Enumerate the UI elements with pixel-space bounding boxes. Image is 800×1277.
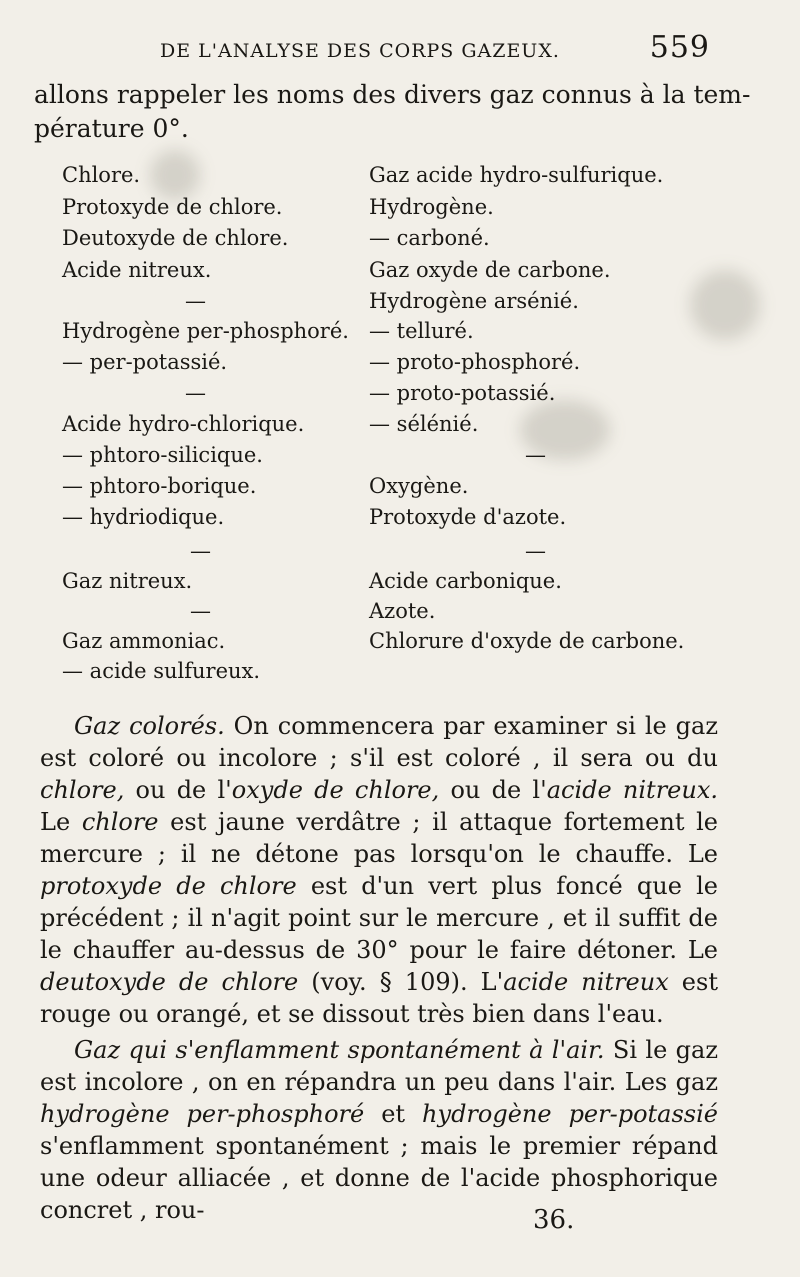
list-separator: — xyxy=(190,539,211,563)
term: acide nitreux. xyxy=(546,776,719,804)
running-head xyxy=(160,30,720,70)
list-separator: — xyxy=(185,289,206,313)
page-number: 559 xyxy=(649,30,710,65)
list-item: — proto-potassié. xyxy=(369,381,556,405)
text-run: et xyxy=(364,1100,423,1128)
term: hydrogène per-phosphoré xyxy=(40,1100,365,1128)
list-item: Gaz ammoniac. xyxy=(62,629,226,653)
term: chlore xyxy=(81,808,159,836)
text-run: est rouge ou orangé, et se dissout très bien dans l'eau. xyxy=(40,968,718,1028)
text-run: Si le gaz est incolore , on en répandra un peu dans l'air. Les gaz xyxy=(40,1036,718,1096)
list-item: — proto-phosphoré. xyxy=(369,350,581,374)
ink-stain xyxy=(690,270,760,340)
list-item: Gaz acide hydro-sulfurique. xyxy=(369,163,664,187)
paragraph-spontaneous-gases xyxy=(40,1034,718,1226)
term: protoxyde de chlore xyxy=(40,872,297,900)
text-run: ou de l' xyxy=(124,776,232,804)
list-item: Protoxyde d'azote. xyxy=(369,505,567,529)
list-item: Acide nitreux. xyxy=(62,258,212,282)
intro-line-1: allons rappeler les noms des divers gaz connus à la tem- xyxy=(34,80,751,109)
list-item: Gaz oxyde de carbone. xyxy=(369,258,611,282)
list-item: Acide carbonique. xyxy=(369,569,562,593)
term: hydrogène per-potassié xyxy=(422,1100,718,1128)
list-item: — acide sulfureux. xyxy=(62,659,261,683)
text-run: (voy. § 109). L' xyxy=(298,968,504,996)
paragraph-colored-gases xyxy=(40,710,718,1030)
text-run: ou de l' xyxy=(439,776,547,804)
list-item: Hydrogène. xyxy=(369,195,494,219)
list-item: Chlore. xyxy=(62,163,141,187)
term: deutoxyde de chlore xyxy=(40,968,299,996)
list-item: — hydriodique. xyxy=(62,505,225,529)
text-run: est d'un vert plus foncé que le précédent ; il n'agit point sur le mercure , et il suffit de le chauffer au-dessus de 30° pour le faire détoner. Le xyxy=(40,872,719,964)
text-run: Le xyxy=(40,808,82,836)
list-item: Acide hydro-chlorique. xyxy=(62,412,305,436)
list-item: — phtoro-silicique. xyxy=(62,443,263,467)
section-heading: Gaz qui s'enflamment spontanément à l'air. xyxy=(74,1036,605,1064)
list-separator: — xyxy=(185,381,206,405)
list-item: — carboné. xyxy=(369,226,490,250)
list-item: — sélénié. xyxy=(369,412,479,436)
list-item: Hydrogène per-phosphoré. xyxy=(62,319,349,343)
list-item: Oxygène. xyxy=(369,474,469,498)
list-item: Gaz nitreux. xyxy=(62,569,193,593)
text-run: s'enflamment spontanément ; mais le premier répand une odeur alliacée , et donne de l'acide phosphorique concret , rou- xyxy=(40,1132,718,1224)
list-separator: — xyxy=(525,539,546,563)
intro-line-2: pérature 0°. xyxy=(34,114,189,143)
list-item: Azote. xyxy=(369,599,436,623)
term: chlore, xyxy=(40,776,125,804)
list-item: Deutoxyde de chlore. xyxy=(62,226,289,250)
list-item: Hydrogène arsénié. xyxy=(369,289,579,313)
running-title: DE L'ANALYSE DES CORPS GAZEUX. xyxy=(160,40,560,62)
list-separator: — xyxy=(525,443,546,467)
list-item: — phtoro-borique. xyxy=(62,474,257,498)
body-text xyxy=(40,710,718,1226)
term: acide nitreux xyxy=(503,968,669,996)
list-item: Chlorure d'oxyde de carbone. xyxy=(369,629,685,653)
term: oxyde de chlore, xyxy=(231,776,440,804)
section-heading: Gaz colorés. xyxy=(74,712,225,740)
list-item: — telluré. xyxy=(369,319,474,343)
text-run: est jaune verdâtre ; il attaque fortement le mercure ; il ne détone pas lorsqu'on le chauffe. Le xyxy=(40,808,719,868)
list-item: — per-potassié. xyxy=(62,350,228,374)
list-separator: — xyxy=(190,599,211,623)
signature-mark: 36. xyxy=(533,1205,575,1235)
list-item: Protoxyde de chlore. xyxy=(62,195,283,219)
text-run: On commencera par examiner si le gaz est coloré ou incolore ; s'il est coloré , il sera ou du xyxy=(40,712,718,772)
